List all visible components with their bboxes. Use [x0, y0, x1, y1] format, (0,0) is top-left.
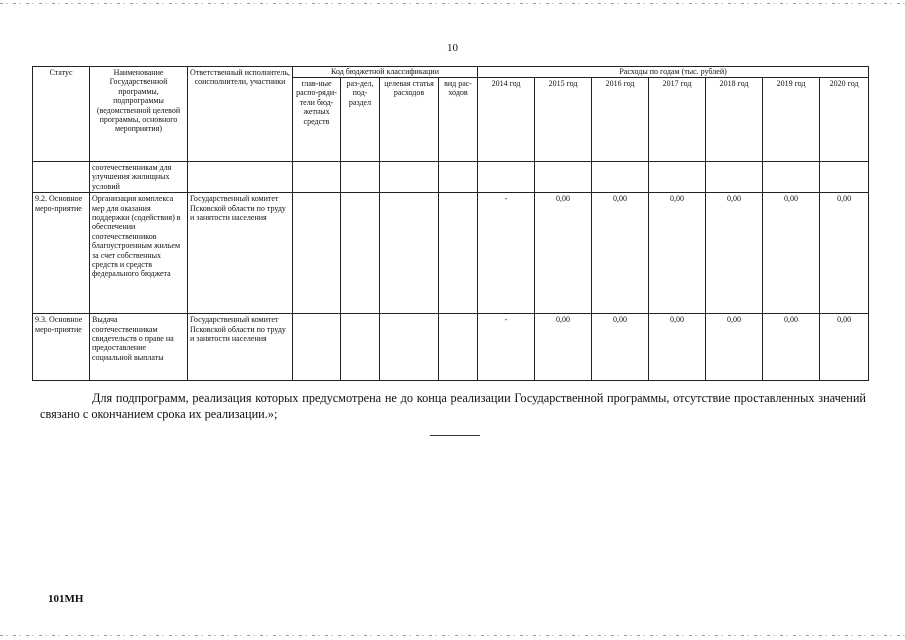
budget-table — [32, 66, 869, 381]
row-value: 0,00 — [535, 314, 592, 381]
scan-edge-bottom — [0, 635, 905, 636]
header-code-kind: вид рас-ходов — [439, 78, 478, 162]
row-value: 0,00 — [763, 193, 820, 314]
row-value: 0,00 — [706, 193, 763, 314]
row-value: - — [478, 193, 535, 314]
row-responsible: Государственный комитет Псковской области по труду и занятости населения — [188, 314, 293, 381]
table-row-continuation — [33, 162, 869, 193]
table-row — [33, 193, 869, 314]
header-budget-code-group: Код бюджетной классификации — [293, 67, 478, 78]
row-value: 0,00 — [649, 193, 706, 314]
row-value: 0,00 — [649, 314, 706, 381]
header-year: 2020 год — [820, 78, 869, 162]
row-value: 0,00 — [535, 193, 592, 314]
continuation-name: соотечественникам для улучшения жилищных условий — [90, 162, 188, 193]
header-year: 2015 год — [535, 78, 592, 162]
header-year: 2018 год — [706, 78, 763, 162]
row-value: 0,00 — [763, 314, 820, 381]
row-value: - — [478, 314, 535, 381]
row-responsible: Государственный комитет Псковской области по труду и занятости населения — [188, 193, 293, 314]
row-value: 0,00 — [592, 193, 649, 314]
row-value: 0,00 — [706, 314, 763, 381]
footnote-paragraph: Для подпрограмм, реализация которых предусмотрена не до конца реализации Государственной программы, отсутствие проставленных значений связано с окончанием срока их реализации.»; — [40, 391, 866, 421]
header-responsible: Ответственный исполнитель, соисполнители, участники — [188, 67, 293, 162]
header-code-target: целевая статья расходов — [380, 78, 439, 162]
row-name: Организация комплекса мер для оказания поддержки (содействия) в обеспечении соотечественников благоустроенным жильем за счет собственных средств и средств федерального бюджета — [90, 193, 188, 314]
header-year: 2019 год — [763, 78, 820, 162]
header-year: 2016 год — [592, 78, 649, 162]
header-year: 2017 год — [649, 78, 706, 162]
row-value: 0,00 — [592, 314, 649, 381]
header-code-section: раз-дел, под-раздел — [341, 78, 380, 162]
header-status: Статус — [33, 67, 90, 162]
header-name: Наименование Государственной программы, подпрограммы (ведомственной целевой программы, основного мероприятия) — [90, 67, 188, 162]
row-status: 9.3. Основное меро-приятие — [33, 314, 90, 381]
header-code-grbs: глав-ные распо-ряди-тели бюд-жетных средств — [293, 78, 341, 162]
table-header-row-1 — [33, 67, 869, 78]
row-status: 9.2. Основное меро-приятие — [33, 193, 90, 314]
row-name: Выдача соотечественникам свидетельств о праве на предоставление социальной выплаты — [90, 314, 188, 381]
document-code: 101МН — [48, 593, 84, 605]
row-value: 0,00 — [820, 193, 869, 314]
row-value: 0,00 — [820, 314, 869, 381]
separator-line — [430, 435, 480, 436]
header-year: 2014 год — [478, 78, 535, 162]
page-number: 10 — [447, 42, 458, 54]
scan-edge-top — [0, 3, 905, 4]
table-row — [33, 314, 869, 381]
header-expenses-group: Расходы по годам (тыс. рублей) — [478, 67, 869, 78]
